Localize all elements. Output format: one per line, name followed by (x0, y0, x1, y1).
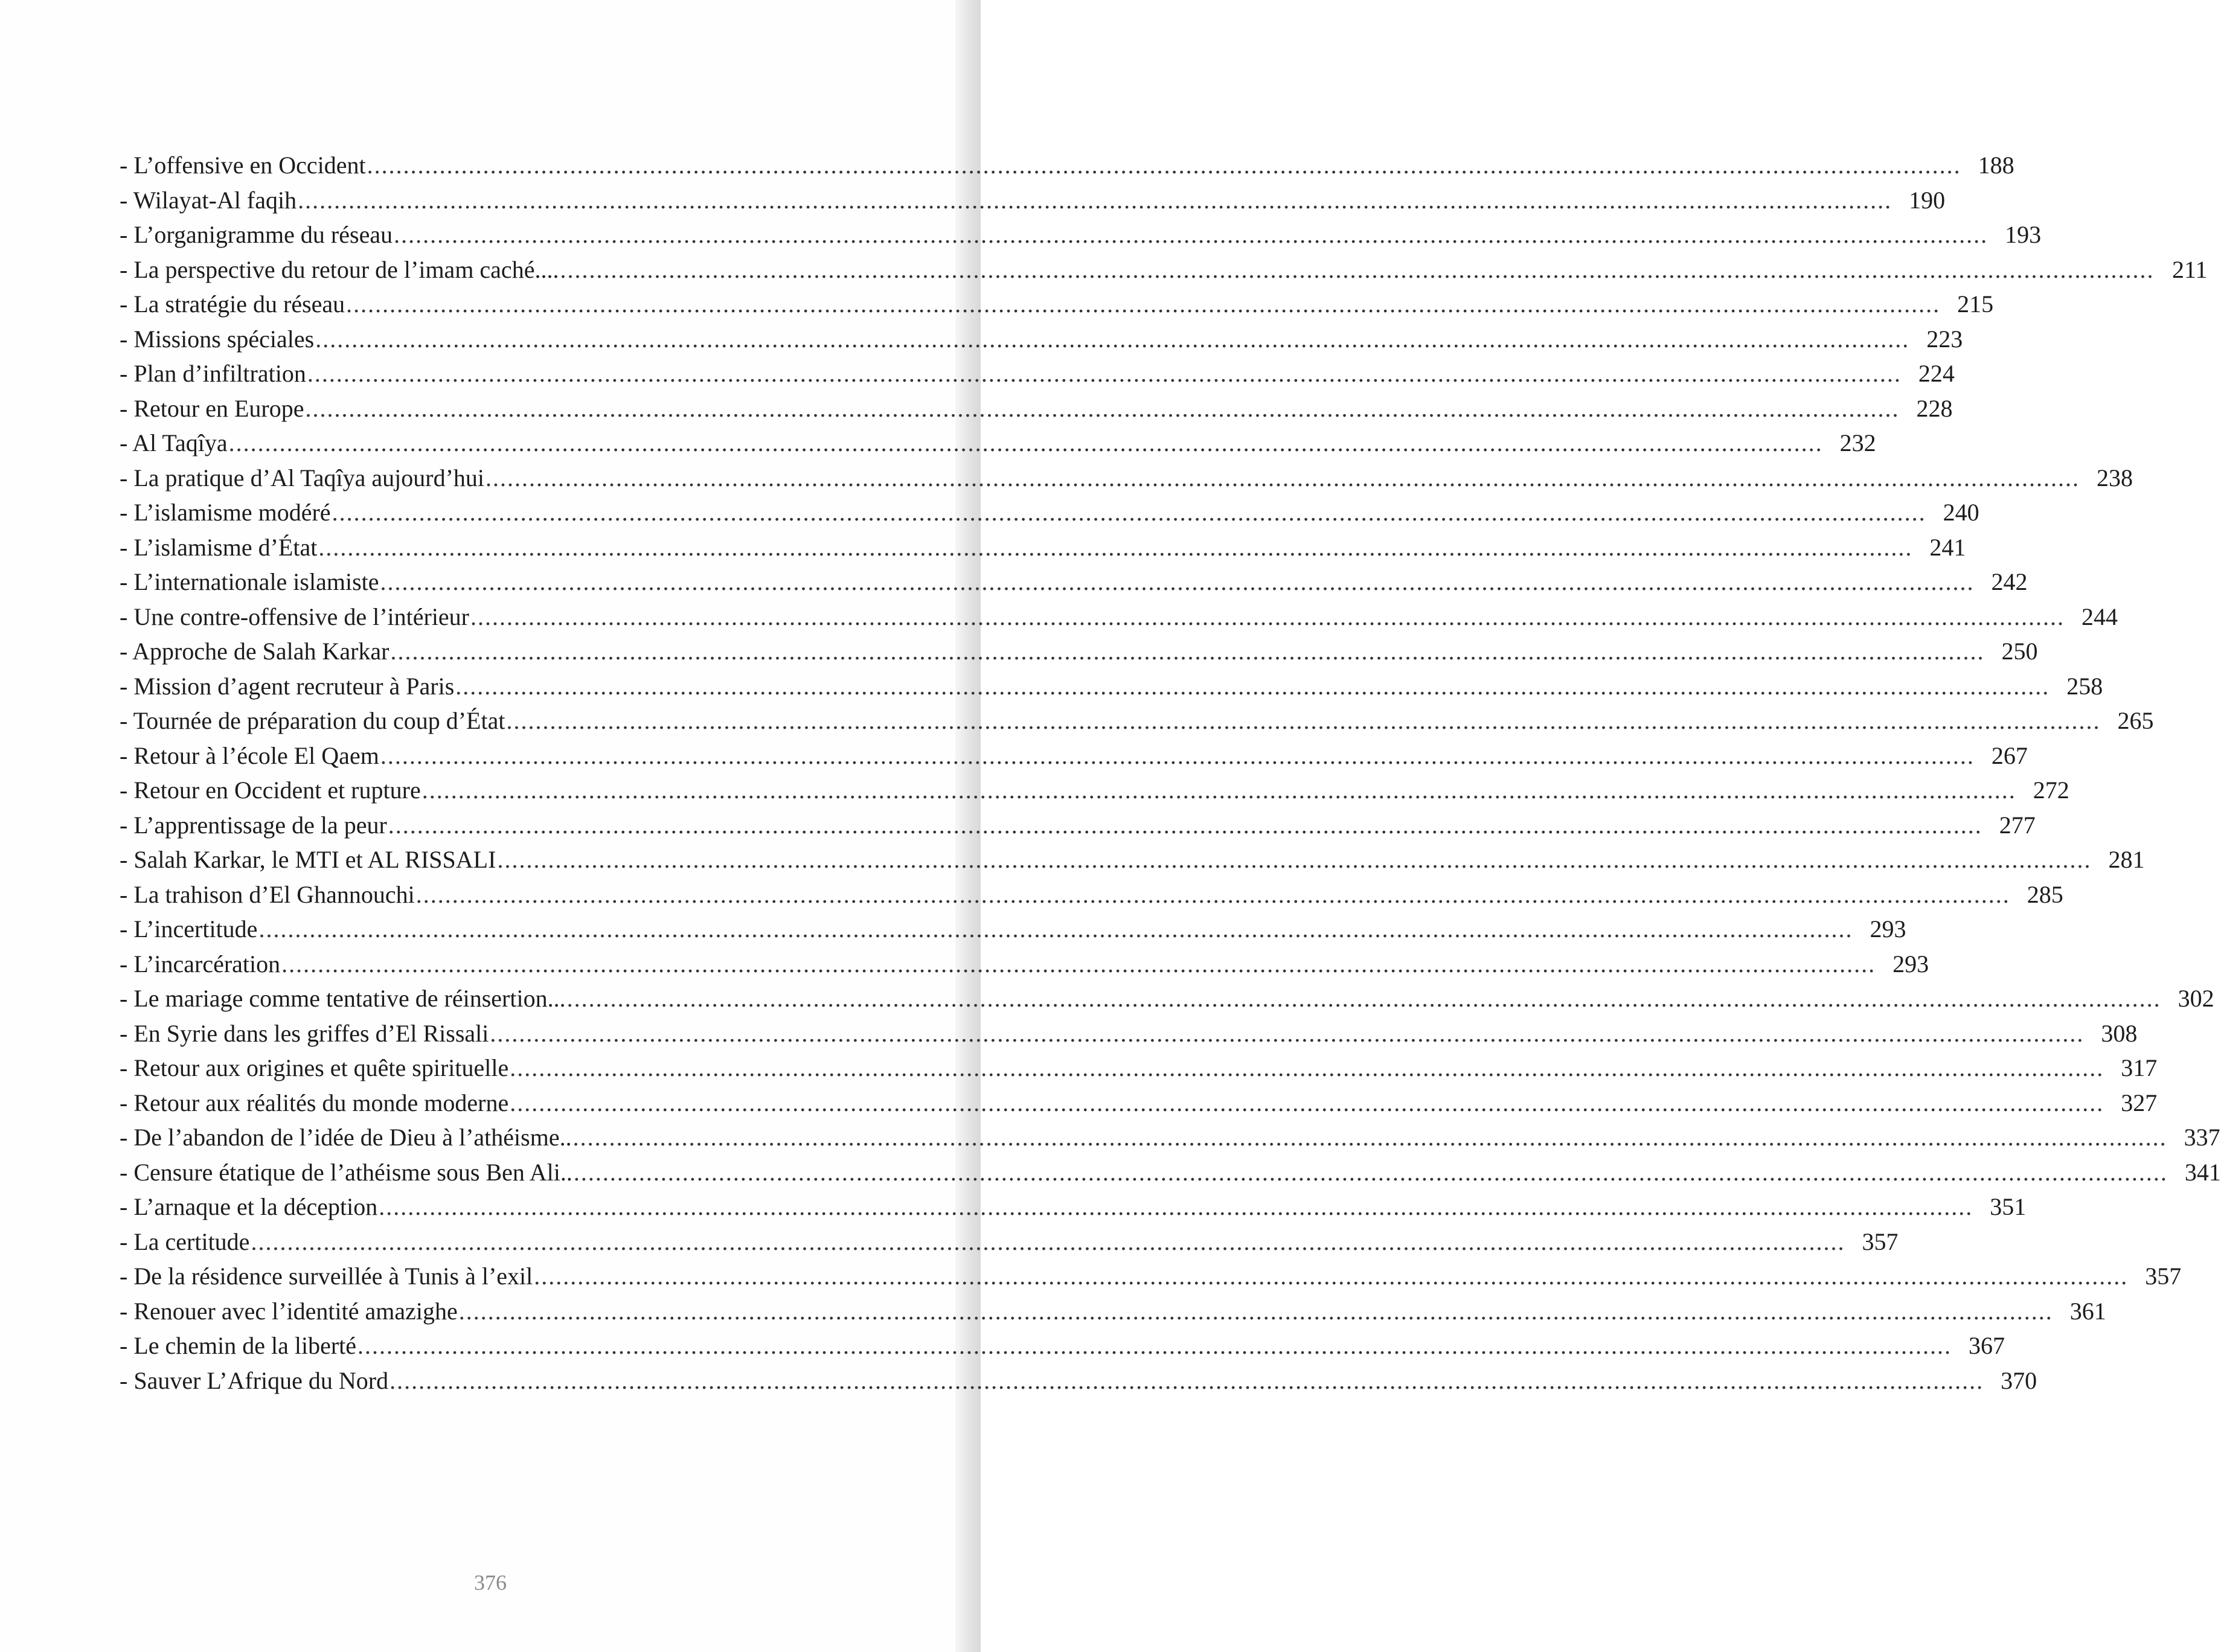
toc-entry-page: 241 (1929, 533, 1966, 561)
toc-entry (120, 359, 1955, 394)
toc-entry (120, 290, 1994, 325)
toc-entry-title: - Sauver L’Afrique du Nord (120, 1366, 389, 1394)
toc-entry (120, 1089, 2158, 1124)
toc-entry (120, 637, 2038, 672)
toc-entry-title: - L’incertitude (120, 915, 258, 943)
dot-leader (567, 984, 2161, 1013)
toc-entry-page: 238 (2097, 464, 2133, 491)
toc-entry (120, 1123, 2220, 1158)
dot-leader (380, 741, 1975, 770)
dot-leader (380, 568, 1975, 596)
toc-entry-page: 327 (2121, 1089, 2158, 1116)
dot-leader (534, 1262, 2128, 1290)
page-number: 376 (474, 1570, 507, 1595)
toc-entry-title: - Mission d’agent recruteur à Paris (120, 672, 455, 700)
toc-entry (120, 776, 2069, 811)
toc-entry-title: - L’offensive en Occident (120, 152, 366, 179)
toc-entry-page: 228 (1916, 394, 1953, 422)
toc-entry (120, 255, 2208, 290)
toc-entry-page: 281 (2108, 846, 2145, 873)
toc-entry (120, 603, 2118, 638)
dot-leader (318, 533, 1912, 562)
toc-entry-page: 224 (1918, 360, 1955, 387)
toc-entry-page: 357 (2145, 1263, 2182, 1290)
table-of-contents (120, 151, 2221, 1401)
toc-entry-title: - L’organigramme du réseau (120, 221, 393, 248)
toc-entry-title: - L’internationale islamiste (120, 568, 379, 595)
toc-entry-page: 232 (1839, 429, 1876, 456)
toc-entry (120, 533, 1966, 568)
toc-entry-page: 302 (2178, 985, 2214, 1012)
toc-entry-page: 244 (2082, 603, 2118, 630)
toc-entry-page: 367 (1969, 1332, 2005, 1359)
toc-entry-page: 351 (1990, 1193, 2027, 1220)
toc-entry (120, 1297, 2106, 1332)
toc-entry-page: 272 (2033, 776, 2069, 804)
dot-leader (357, 1331, 1952, 1360)
toc-entry-title: - L’apprentissage de la peur (120, 811, 387, 839)
toc-entry-page: 190 (1909, 186, 1946, 214)
toc-entry (120, 950, 1929, 985)
toc-entry (120, 845, 2145, 880)
toc-entry-title: - La certitude (120, 1228, 250, 1255)
toc-entry-title: - Retour en Europe (120, 394, 304, 422)
toc-entry (120, 984, 2214, 1019)
toc-entry-title: - Retour en Occident et rupture (120, 776, 421, 804)
toc-entry (120, 151, 2014, 186)
toc-entry (120, 1366, 2037, 1401)
dot-leader (573, 1123, 2167, 1151)
toc-entry-page: 277 (1999, 811, 2036, 839)
dot-leader (367, 151, 1961, 179)
toc-entry (120, 186, 1946, 221)
dot-leader (379, 1193, 1973, 1221)
toc-entry (120, 220, 2042, 255)
toc-entry-page: 361 (2069, 1297, 2106, 1325)
dot-leader (486, 464, 2080, 492)
dot-leader (490, 1019, 2084, 1048)
toc-entry (120, 464, 2133, 499)
toc-entry (120, 1262, 2182, 1297)
dot-leader (332, 498, 1926, 527)
toc-entry-page: 293 (1892, 950, 1929, 978)
toc-entry-page: 370 (2001, 1366, 2037, 1394)
dot-leader (416, 880, 2010, 909)
toc-entry-title: - Missions spéciales (120, 325, 315, 353)
toc-entry-page: 193 (2005, 221, 2042, 248)
dot-leader (574, 1158, 2168, 1186)
toc-entry-page: 211 (2171, 255, 2208, 283)
toc-entry-title: - La perspective du retour de l’imam caché.... (120, 255, 559, 283)
toc-entry-title: - L’islamisme modéré (120, 499, 331, 526)
toc-entry-page: 188 (1978, 152, 2014, 179)
dot-leader (560, 255, 2154, 284)
dot-leader (510, 1089, 2104, 1117)
toc-entry (120, 1019, 2138, 1054)
dot-leader (422, 776, 2016, 804)
toc-entry-title: - Retour à l’école El Qaem (120, 741, 379, 769)
dot-leader (298, 186, 1892, 214)
toc-entry (120, 1158, 2221, 1193)
toc-entry-page: 317 (2121, 1054, 2158, 1081)
toc-entry-page: 223 (1926, 325, 1963, 353)
toc-entry-page: 240 (1943, 499, 1979, 526)
dot-leader (258, 915, 1853, 943)
toc-entry-page: 285 (2027, 880, 2063, 908)
toc-entry-title: - La stratégie du réseau (120, 290, 345, 318)
dot-leader (394, 220, 1988, 249)
toc-entry (120, 706, 2154, 741)
toc-entry-title: - Retour aux réalités du monde moderne (120, 1089, 509, 1116)
toc-entry (120, 1193, 2027, 1228)
toc-entry-title: - L’incarcération (120, 950, 281, 978)
toc-entry-title: - De l’abandon de l’idée de Dieu à l’athéisme.. (120, 1124, 572, 1151)
toc-entry (120, 394, 1953, 429)
toc-entry-title: - Tournée de préparation du coup d’État (120, 707, 505, 734)
toc-entry-page: 341 (2184, 1158, 2221, 1186)
toc-entry-title: - La pratique d’Al Taqîya aujourd’hui (120, 464, 485, 491)
dot-leader (315, 325, 1909, 353)
dot-leader (229, 429, 1823, 457)
toc-entry-page: 293 (1870, 915, 1906, 943)
toc-entry (120, 915, 1906, 950)
dot-leader (307, 359, 1902, 388)
toc-entry (120, 880, 2063, 915)
dot-leader (506, 706, 2100, 735)
toc-entry-page: 250 (2001, 638, 2038, 665)
toc-entry-page: 267 (1991, 741, 2028, 769)
toc-entry-title: - Le mariage comme tentative de réinsertion... (120, 985, 566, 1012)
toc-entry (120, 811, 2036, 846)
toc-entry (120, 1054, 2158, 1089)
toc-entry (120, 672, 2103, 707)
toc-entry (120, 1331, 2005, 1366)
dot-leader (455, 672, 2050, 700)
dot-leader (470, 603, 2065, 631)
toc-entry (120, 498, 1979, 533)
toc-entry-page: 357 (1862, 1228, 1899, 1255)
dot-leader (459, 1297, 2053, 1325)
toc-entry-title: - Une contre-offensive de l’intérieur (120, 603, 470, 630)
toc-entry-page: 337 (2184, 1124, 2220, 1151)
toc-entry-page: 265 (2117, 707, 2154, 734)
dot-leader (388, 811, 1982, 839)
toc-entry-page: 242 (1991, 568, 2028, 595)
dot-leader (281, 950, 1876, 978)
dot-leader (251, 1228, 1845, 1256)
toc-entry-title: - Approche de Salah Karkar (120, 638, 389, 665)
toc-entry (120, 429, 1876, 464)
toc-entry (120, 1228, 1899, 1263)
dot-leader (390, 637, 1984, 665)
toc-entry-title: - Wilayat-Al faqih (120, 186, 297, 214)
dot-leader (305, 394, 1899, 423)
toc-entry (120, 325, 1963, 360)
toc-entry-title: - En Syrie dans les griffes d’El Rissali (120, 1019, 489, 1047)
toc-entry-title: - Renouer avec l’identité amazighe (120, 1297, 458, 1325)
toc-entry-title: - Le chemin de la liberté (120, 1332, 357, 1359)
toc-entry (120, 741, 2028, 776)
toc-entry (120, 568, 2028, 603)
dot-leader (510, 1054, 2104, 1082)
dot-leader (346, 290, 1940, 318)
toc-entry-title: - De la résidence surveillée à Tunis à l’exil (120, 1263, 533, 1290)
toc-entry-title: - La trahison d’El Ghannouchi (120, 880, 415, 908)
toc-entry-page: 308 (2101, 1019, 2138, 1047)
toc-entry-title: - L’islamisme d’État (120, 533, 318, 561)
toc-entry-title: - Salah Karkar, le MTI et AL RISSALI (120, 846, 496, 873)
dot-leader (497, 845, 2091, 874)
toc-entry-title: - Censure étatique de l’athéisme sous Ben Ali.. (120, 1158, 572, 1186)
toc-entry-page: 258 (2066, 672, 2103, 700)
dot-leader (389, 1366, 1984, 1395)
toc-entry-title: - Plan d’infiltration (120, 360, 306, 387)
toc-entry-page: 215 (1957, 290, 1994, 318)
toc-entry-title: - L’arnaque et la déception (120, 1193, 378, 1220)
toc-entry-title: - Retour aux origines et quête spirituelle (120, 1054, 509, 1081)
toc-entry-title: - Al Taqîya (120, 429, 228, 456)
